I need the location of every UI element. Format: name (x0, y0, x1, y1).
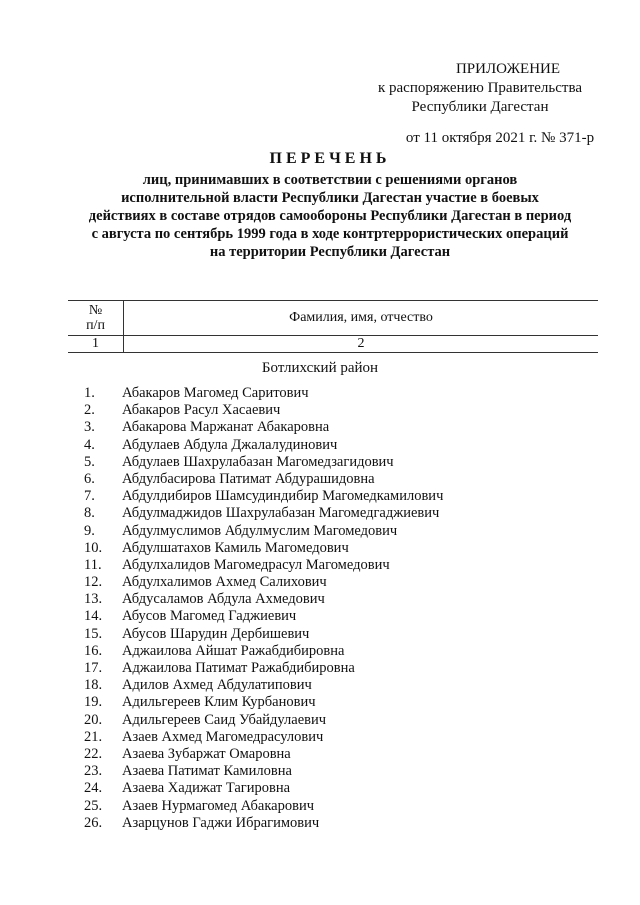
item-number: 5. (84, 453, 95, 470)
item-number: 2. (84, 402, 95, 419)
list-item (84, 557, 604, 574)
item-number: 9. (84, 522, 95, 539)
person-name: Абдулдибиров Шамсудиндибир Магомедкамилович (122, 488, 444, 505)
appendix-date: от 11 октября 2021 г. № 371-р (405, 130, 595, 146)
person-name: Аджаилова Патимат Ражабдибировна (122, 660, 355, 676)
col-name-index: 2 (357, 336, 365, 351)
appendix-header (330, 60, 630, 148)
item-number: 3. (84, 419, 95, 436)
item-number: 6. (84, 470, 95, 487)
person-name: Абакаров Расул Хасаевич (122, 402, 281, 419)
person-name: Азаева Патимат Камиловна (122, 763, 292, 780)
person-name: Абдулмуслимов Абдулмуслим Магомедович (122, 522, 398, 539)
list-item (84, 660, 604, 677)
item-number: 14. (84, 608, 103, 625)
list-item (84, 402, 604, 419)
list-item (84, 471, 604, 488)
list-item (84, 505, 604, 522)
person-name: Абдулмаджидов Шахрулабазан Магомедгаджиевич (122, 505, 440, 522)
list-item (84, 540, 604, 557)
list-item (84, 815, 604, 832)
person-name: Азаева Зубаржат Омаровна (122, 745, 291, 762)
person-name: Абдулхалидов Магомедрасул Магомедович (122, 556, 390, 573)
document-title (60, 150, 600, 261)
person-name: Абдулаев Шахрулабазан Магомедзагидович (122, 453, 394, 470)
appendix-line-2: к распоряжению Правительства (377, 80, 582, 96)
item-number: 24. (84, 780, 103, 797)
person-name: Абакаров Магомед Саритович (122, 385, 309, 401)
person-name: Абусов Магомед Гаджиевич (122, 608, 297, 625)
person-name: Абусов Шарудин Дербишевич (122, 625, 310, 642)
person-name: Азаев Ахмед Магомедрасулович (122, 728, 324, 745)
list-item (84, 454, 604, 471)
appendix-line-3: Республики Дагестан (411, 99, 549, 115)
item-number: 22. (84, 745, 103, 762)
list-item (84, 523, 604, 540)
table-number-row (68, 336, 598, 352)
list-item (84, 677, 604, 694)
item-number: 19. (84, 694, 103, 711)
title-heading: ПЕРЕЧЕНЬ (269, 150, 391, 167)
person-name: Абдулшатахов Камиль Магомедович (122, 539, 349, 556)
list-item (84, 626, 604, 643)
item-number: 21. (84, 728, 103, 745)
list-item (84, 591, 604, 608)
person-name: Азаев Нурмагомед Абакарович (122, 797, 314, 814)
list-item (84, 746, 604, 763)
list-item (84, 574, 604, 591)
item-number: 10. (84, 539, 103, 556)
appendix-label: ПРИЛОЖЕНИЕ (455, 61, 561, 77)
list-item (84, 780, 604, 797)
col-number-header (68, 301, 124, 335)
col-number-line-1: № (88, 303, 103, 318)
col-number-index: 1 (68, 336, 124, 352)
item-number: 18. (84, 677, 103, 694)
col-number-line-2: п/п (86, 318, 105, 333)
person-name: Адилов Ахмед Абдулатипович (122, 677, 312, 694)
col-name-header: Фамилия, имя, отчество (289, 310, 433, 325)
item-number: 20. (84, 711, 103, 728)
person-name: Азаева Хадижат Тагировна (122, 780, 291, 797)
title-line: исполнительной власти Республики Дагестан участие в боевых (121, 190, 539, 206)
list-item (84, 437, 604, 454)
list-item (84, 729, 604, 746)
item-number: 13. (84, 591, 103, 608)
list-item (84, 694, 604, 711)
list-item (84, 643, 604, 660)
item-number: 12. (84, 574, 103, 591)
item-number: 8. (84, 505, 95, 522)
person-name: Абдулхалимов Ахмед Салихович (122, 574, 327, 591)
people-list (84, 385, 604, 832)
list-item (84, 763, 604, 780)
list-item (84, 385, 604, 402)
item-number: 17. (84, 660, 103, 676)
title-line: на территории Республики Дагестан (209, 244, 451, 260)
list-item (84, 419, 604, 436)
item-number: 15. (84, 625, 103, 642)
item-number: 16. (84, 642, 103, 659)
table-header (68, 300, 598, 353)
title-line: лиц, принимавших в соответствии с решениями органов (142, 172, 518, 188)
person-name: Адильгереев Саид Убайдулаевич (122, 711, 327, 728)
person-name: Абакарова Маржанат Абакаровна (122, 419, 330, 436)
person-name: Абдулбасирова Патимат Абдурашидовна (122, 470, 375, 487)
item-number: 23. (84, 763, 103, 780)
title-line: действиях в составе отрядов самообороны Республики Дагестан в период (88, 208, 572, 224)
item-number: 1. (84, 385, 95, 401)
table-header-row (68, 301, 598, 336)
list-item (84, 712, 604, 729)
district-name: Ботлихский район (261, 360, 379, 376)
item-number: 26. (84, 814, 103, 831)
item-number: 11. (84, 556, 102, 573)
list-item (84, 608, 604, 625)
person-name: Аджаилова Айшат Ражабдибировна (122, 642, 345, 659)
item-number: 4. (84, 436, 95, 453)
person-name: Азарцунов Гаджи Ибрагимович (122, 814, 320, 831)
item-number: 25. (84, 797, 103, 814)
list-item (84, 488, 604, 505)
item-number: 7. (84, 488, 95, 505)
person-name: Абдусаламов Абдула Ахмедович (122, 591, 325, 608)
person-name: Абдулаев Абдула Джалалудинович (122, 436, 338, 453)
list-item (84, 798, 604, 815)
person-name: Адильгереев Клим Курбанович (122, 694, 316, 711)
title-line: с августа по сентябрь 1999 года в ходе контртеррористических операций (91, 226, 569, 242)
